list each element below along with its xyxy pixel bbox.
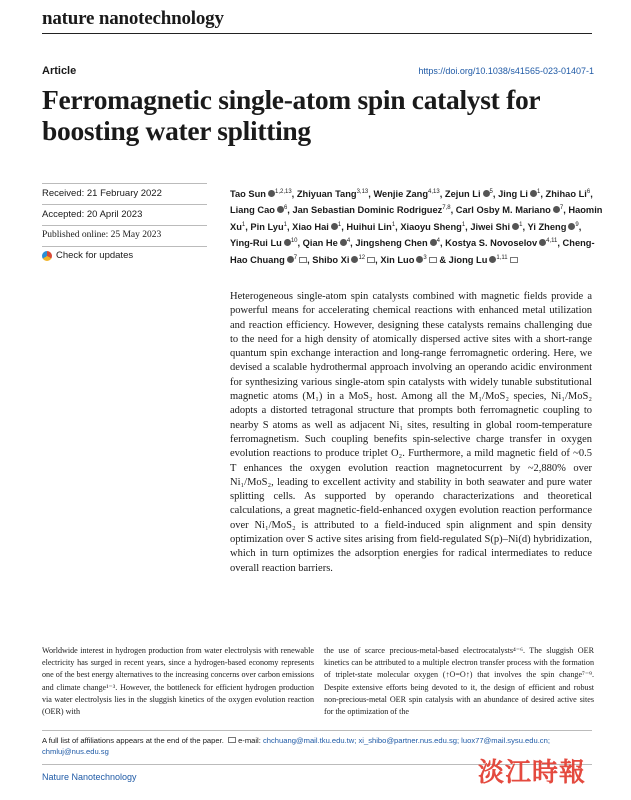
author-affiliation: 10 [290, 238, 298, 245]
author-affiliation: 7 [293, 254, 298, 261]
check-updates-label: Check for updates [56, 250, 134, 261]
author[interactable] [456, 205, 563, 215]
meta-divider [42, 204, 207, 205]
author[interactable] [470, 222, 522, 232]
email-icon [228, 737, 236, 743]
author-name: Tao Sun [230, 189, 266, 200]
author[interactable] [230, 189, 292, 199]
orcid-icon[interactable] [553, 206, 560, 213]
author-affiliation: 4 [436, 238, 440, 245]
author-name: Jan Sebastian Dominic Rodriguez [292, 205, 443, 216]
author-name: Xin Luo [380, 254, 415, 265]
author-affiliation: 1 [241, 221, 246, 228]
body-column-2: the use of scarce precious-metal-based electrocatalysts⁴⁻⁶. The sluggish OER kinetics can be attributed to a multiple electron transfer process with the formation of triplet-state molecular oxygen (↑O=O↑) that involves the spin change⁷⁻⁹. Despite extensive efforts being devoted to it, the design of efficient and robust non-precious-metal OER spin catalysis with an abundance of desired active sites for the optimization of the [324, 646, 594, 717]
author[interactable] [380, 255, 436, 265]
author-affiliation: 4,13 [428, 189, 440, 195]
author-affiliation: 1,2,13 [274, 189, 292, 195]
author-affiliation: 6 [283, 205, 288, 212]
author-name: Jing Li [498, 189, 529, 200]
author[interactable] [250, 222, 287, 232]
published-date: Published online: 25 May 2023 [42, 230, 162, 240]
author-name: Haomin Xu [230, 205, 603, 232]
author-affiliation: 7 [559, 205, 564, 212]
author[interactable] [346, 222, 395, 232]
author-affiliation: 4,11 [546, 238, 558, 245]
author[interactable] [355, 238, 440, 248]
email-icon[interactable] [429, 257, 437, 263]
author-name: Huihui Lin [346, 221, 392, 232]
author[interactable] [230, 205, 287, 215]
footnote-rule [42, 730, 592, 731]
author-name: Jingsheng Chen [355, 238, 428, 249]
author[interactable] [292, 205, 450, 215]
author[interactable] [445, 238, 557, 248]
author[interactable] [373, 189, 439, 199]
author-name: Xiaoyu Sheng [400, 221, 462, 232]
watermark-logo: 淡江時報 [478, 758, 587, 788]
email-icon[interactable] [367, 257, 375, 263]
author-name: Qian He [302, 238, 338, 249]
author-affiliation: 4 [346, 238, 351, 245]
orcid-icon[interactable] [287, 256, 294, 263]
author-affiliation: 3 [423, 254, 427, 261]
orcid-icon[interactable] [340, 239, 347, 246]
affiliation-note: A full list of affiliations appears at the end of the paper. [42, 736, 224, 745]
email-addresses[interactable]: chchuang@mail.tku.edu.tw; xi_shibo@partner.nus.edu.sg; luox77@mail.sysu.edu.cn; chmluj@nus.edu.sg [42, 736, 550, 756]
author[interactable] [297, 189, 368, 199]
author[interactable] [292, 222, 341, 232]
author-name: Jiong Lu [448, 254, 488, 265]
orcid-icon[interactable] [268, 190, 275, 197]
article-type: Article [42, 65, 77, 77]
orcid-icon[interactable] [277, 206, 284, 213]
orcid-icon[interactable] [430, 239, 437, 246]
author-name: Pin Lyu [250, 221, 284, 232]
check-for-updates-button[interactable] [42, 250, 133, 261]
author-name: Shibo Xi [312, 254, 350, 265]
author-name: Wenjie Zang [373, 189, 429, 200]
author[interactable] [449, 255, 518, 265]
author[interactable] [498, 189, 540, 199]
meta-divider [42, 183, 207, 184]
author[interactable] [445, 189, 493, 199]
check-updates-icon [42, 251, 52, 261]
body-column-1: Worldwide interest in hydrogen production from water electrolysis with renewable electricity has surged in recent years, since a hydrogen-based economy represents one of the best energy alternatives to the increasing concerns over carbon emissions and climate change¹⁻³. However, the bottleneck for efficient hydrogen production via water electrolysis lies in the sluggish kinetics of the oxygen evolution reaction (OER) with [42, 646, 314, 717]
abstract: Heterogeneous single-atom spin catalysts combined with magnetic fields provide a powerful means for accelerating chemical reactions with enhanced metal utilization and reaction efficiency. However, designing these catalysts remains challenging due to the need for a high density of atomically dispersed active sites with a short-range quantum spin exchange interaction and long-range ferromagnetic ordering. Here, we devised a scalable hydrothermal approach involving an operando acidic environment for synthesizing various single-atom spin catalysts with widely tunable substitutional magnetic atoms (M₁) in a MoS₂ host. Among all the M₁/MoS₂ species, Ni₁/MoS₂ adopts a distorted tetragonal structure that prompts both ferromagnetic coupling to nearby S atoms as well as adjacent Ni₁ sites, resulting in global room-temperature ferromagnetism. Such coupling benefits spin-selective charge transfer in oxygen evolution reactions to produce triplet O₂. Furthermore, a mild magnetic field of ~0.5 T enhances the oxygen evolution reaction magnetocurrent by ~2,880% over Ni₁/MoS₂, leading to excellent activity and stability in both seawater and pure water splitting cells. As supported by operando characterizations and theoretical calculations, a great magnetic-field-enhanced oxygen evolution reaction performance over Ni₁/MoS₂ is attributed to a field-induced spin alignment and spin density optimization over S active sites arising from field-regulated S(p)–Ni(d) hybridization, which in turn optimizes the adsorption energies for radical intermediates to reduce overall reaction barriers. [230, 291, 592, 574]
author-name: Ying-Rui Lu [230, 238, 282, 249]
author-affiliation: 5 [489, 189, 493, 195]
author[interactable] [546, 189, 591, 199]
author[interactable] [230, 238, 298, 248]
author-name: Zhiyuan Tang [296, 189, 357, 200]
author[interactable] [312, 255, 375, 265]
author-affiliation: 9 [575, 221, 579, 228]
author[interactable] [400, 222, 465, 232]
article-title: Ferromagnetic single-atom spin catalyst for boosting water splitting [42, 84, 540, 146]
header-rule [42, 33, 592, 34]
received-date: Received: 21 February 2022 [42, 188, 162, 199]
author-name: Liang Cao [230, 205, 275, 216]
author-name: Cheng-Hao Chuang [230, 238, 595, 265]
author[interactable] [527, 222, 578, 232]
author-affiliation: 1 [519, 221, 523, 228]
author-affiliation: 12 [358, 254, 366, 261]
author-affiliation: 1,11 [496, 254, 508, 261]
email-icon[interactable] [299, 257, 307, 263]
email-label: e-mail: [238, 736, 261, 745]
orcid-icon[interactable] [530, 190, 537, 197]
author-name: Jiwei Shi [470, 221, 511, 232]
author-name: Zejun Li [444, 189, 481, 200]
author-name: Yi Zheng [527, 221, 567, 232]
orcid-icon[interactable] [284, 239, 291, 246]
author-affiliation: 1 [391, 221, 396, 228]
journal-name: nature nanotechnology [42, 8, 224, 29]
orcid-icon[interactable] [483, 190, 490, 197]
author-name: Carl Osby M. Mariano [455, 205, 551, 216]
author-affiliation: 7,8 [442, 205, 451, 212]
meta-divider [42, 225, 207, 226]
author-affiliation: 1 [461, 221, 466, 228]
author-affiliation: 1 [537, 189, 541, 195]
author-list: Tao Sun $^{1,2,13}$, Zhiyuan Tang$^{3,13}$, Wenjie Zang$^{4,13}$, Zejun Li $^5$, Jing Li $^1$, Zhihao Li$^6$, Liang Cao $^6$, Jan Sebastian Dominic Rodriguez$^{7,8}$, Carl Osby M. Mariano $^7$, Haomin Xu$^1$, Pin Lyu$^1$, Xiao Hai $^1$, Huihui Lin$^1$, Xiaoyu Sheng$^1$, Jiwei Shi $^1$, Yi Zheng $^9$, Ying-Rui Lu $^{10}$, Qian He $^4$, Jingsheng Chen $^4$, Kostya S. Novoselov $^{4,11}$, Cheng-Hao Chuang $^7$ , Shibo Xi $^{12}$ , Xin Luo $^3$ & Jiong Lu $^{1,11}$ [230, 189, 603, 265]
author-affiliation: 1 [337, 221, 342, 228]
author-affiliation: 1 [283, 221, 287, 228]
footer-journal-name: Nature Nanotechnology [42, 772, 137, 782]
doi-link[interactable]: https://doi.org/10.1038/s41565-023-01407-1 [418, 66, 594, 76]
accepted-date: Accepted: 20 April 2023 [42, 209, 143, 220]
author-name: Kostya S. Novoselov [445, 238, 538, 249]
orcid-icon[interactable] [331, 223, 338, 230]
author-name: Zhihao Li [545, 189, 587, 200]
email-icon[interactable] [510, 257, 518, 263]
author-affiliation: 3,13 [356, 189, 369, 195]
meta-divider [42, 246, 207, 247]
author-affiliation: 6 [586, 189, 591, 195]
author[interactable] [303, 238, 350, 248]
author-name: Xiao Hai [292, 221, 329, 232]
